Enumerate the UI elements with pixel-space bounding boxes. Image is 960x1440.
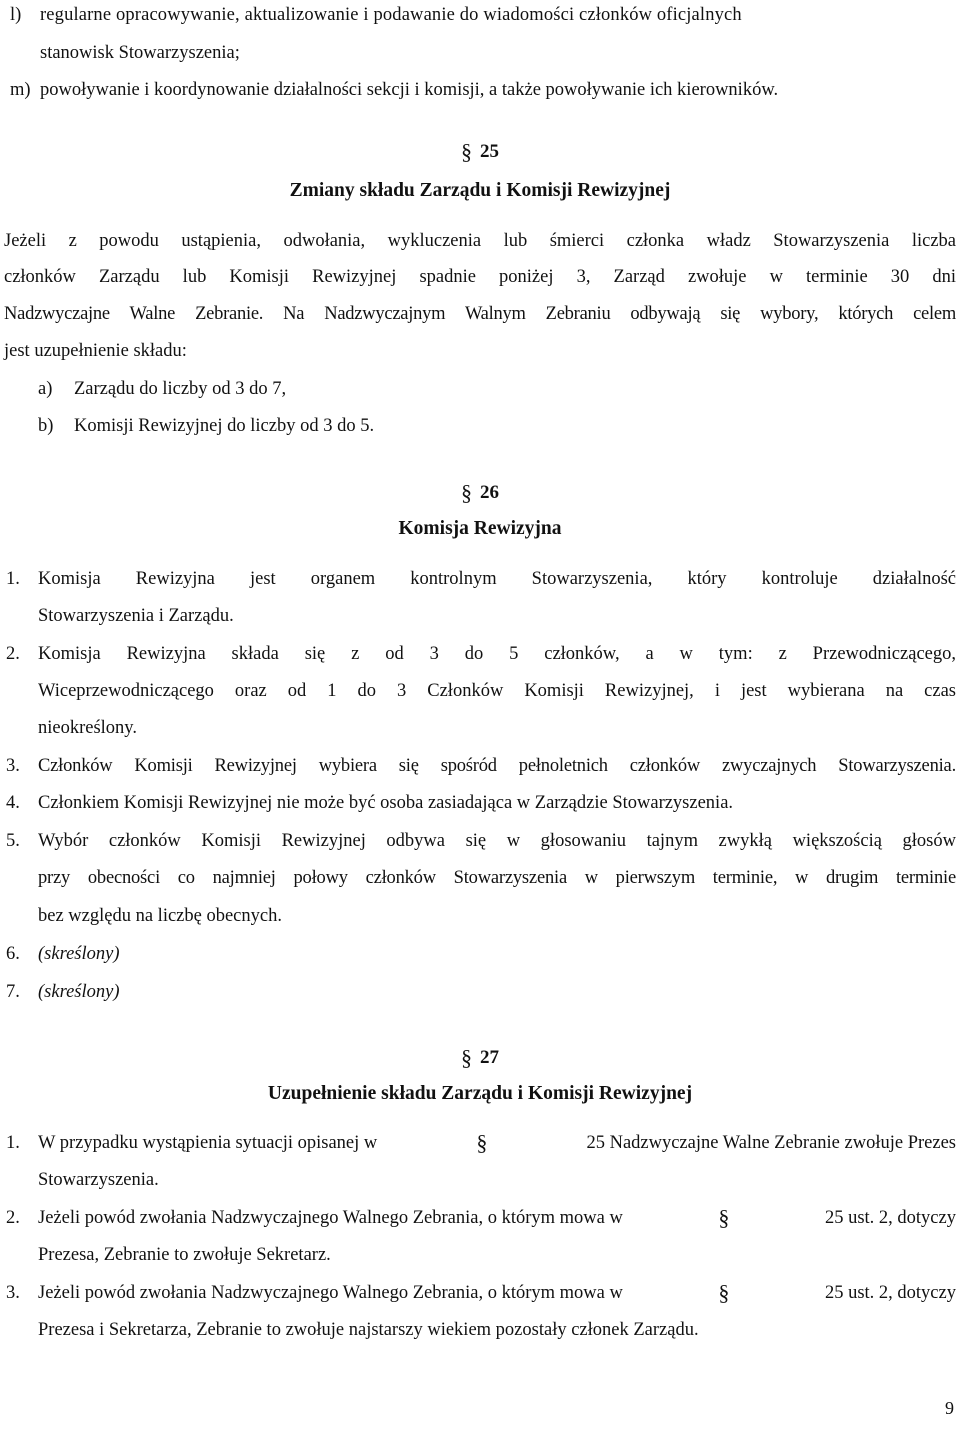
list-item-m-text: powoływanie i koordynowanie działalności sekcji i komisji, a także powoływanie ich kierowników. [40, 80, 779, 100]
sec26-item5-line1: Wybór członków Komisji Rewizyjnej odbywa się w głosowaniu tajnym zwykłą większością głosów [38, 831, 956, 851]
sec27-item1-marker: 1. [6, 1133, 20, 1153]
sec26-item1-line2: Stowarzyszenia i Zarządu. [38, 606, 234, 626]
sec26-item6-text: (skreślony) [38, 944, 120, 964]
sec25-paragraph-line4: jest uzupełnienie składu: [4, 341, 187, 361]
sec26-item7-marker: 7. [6, 982, 20, 1002]
section-25-number [0, 137, 960, 163]
sec27-item2-marker: 2. [6, 1208, 20, 1228]
sec26-item1-line1: Komisja Rewizyjna jest organem kontrolnym Stowarzyszenia, który kontroluje działalność [38, 569, 956, 589]
sec27-item2-line1 [38, 1206, 956, 1230]
sec26-item1-marker: 1. [6, 569, 20, 589]
sec27-item1-line1 [38, 1131, 956, 1155]
sec26-item5-marker: 5. [6, 831, 20, 851]
sec27-item1-line2: Stowarzyszenia. [38, 1170, 159, 1190]
sec26-item5-line2: przy obecności co najmniej połowy członków Stowarzyszenia w pierwszym terminie, w drugim terminie [38, 868, 956, 888]
section-26-number [0, 478, 960, 504]
sec26-item2-line2: Wiceprzewodniczącego oraz od 1 do 3 Członków Komisji Rewizyjnej, i jest wybierana na czas [38, 681, 956, 701]
sec27-item2-line2: Prezesa, Zebranie to zwołuje Sekretarz. [38, 1245, 331, 1265]
sec27-item2-text-a: Jeżeli powód zwołania Nadzwyczajnego Walnego Zebrania, o którym mowa w [38, 1208, 623, 1228]
sec26-item5-line3: bez względu na liczbę obecnych. [38, 906, 282, 926]
list-item-l-line2: stanowisk Stowarzyszenia; [40, 43, 240, 63]
sec27-item3-line1 [38, 1281, 956, 1305]
sec26-item4-line1: Członkiem Komisji Rewizyjnej nie może być osoba zasiadająca w Zarządzie Stowarzyszenia. [38, 793, 734, 813]
sec27-item2-text-b: 25 ust. 2, dotyczy [824, 1208, 956, 1228]
paragraph-symbol: § [476, 1130, 488, 1155]
sec26-item2-line1: Komisja Rewizyjna składa się z od 3 do 5 członków, a w tym: z Przewodniczącego, [38, 644, 956, 664]
section-25-title: Zmiany składu Zarządu i Komisji Rewizyjnej [289, 180, 671, 201]
sec27-item1-text-b: 25 Nadzwyczajne Walne Zebranie zwołuje Prezes [586, 1133, 956, 1153]
section-number-text: 26 [480, 482, 499, 503]
sec25-list-marker-b: b) [38, 416, 54, 436]
sec25-list-marker-a: a) [38, 379, 53, 399]
section-27-number [0, 1043, 960, 1069]
section-27-title: Uzupełnienie składu Zarządu i Komisji Rewizyjnej [267, 1083, 693, 1104]
section-26-title: Komisja Rewizyjna [398, 518, 562, 539]
paragraph-symbol: § [461, 480, 472, 505]
paragraph-symbol: § [718, 1205, 730, 1230]
sec27-item1-text-a: W przypadku wystąpienia sytuacji opisanej w [38, 1133, 378, 1153]
paragraph-symbol: § [461, 139, 472, 164]
sec26-item3-line1: Członków Komisji Rewizyjnej wybiera się spośród pełnoletnich członków zwyczajnych Stowarzyszenia. [38, 756, 956, 776]
list-item-l-text: regularne opracowywanie, aktualizowanie i podawanie do wiadomości członków oficjalnych [40, 5, 742, 25]
sec26-item6-marker: 6. [6, 944, 20, 964]
sec27-item3-text-a: Jeżeli powód zwołania Nadzwyczajnego Walnego Zebrania, o którym mowa w [38, 1283, 623, 1303]
sec25-list-item-a: Zarządu do liczby od 3 do 7, [74, 379, 287, 399]
sec26-item2-line3: nieokreślony. [38, 718, 137, 738]
sec25-paragraph-line3: Nadzwyczajne Walne Zebranie. Na Nadzwyczajnym Walnym Zebraniu odbywają się wybory, których celem [4, 304, 956, 324]
sec26-item2-marker: 2. [6, 644, 20, 664]
sec26-item7-text: (skreślony) [38, 982, 120, 1002]
section-number-text: 27 [480, 1047, 499, 1068]
sec25-list-item-b: Komisji Rewizyjnej do liczby od 3 do 5. [74, 416, 375, 436]
paragraph-symbol: § [461, 1045, 472, 1070]
sec26-item4-marker: 4. [6, 793, 20, 813]
sec26-item3-marker: 3. [6, 756, 20, 776]
list-marker-l: l) [10, 5, 22, 25]
list-marker-m: m) [10, 80, 31, 100]
page-number: 9 [945, 1398, 954, 1418]
section-number-text: 25 [480, 141, 499, 162]
sec25-paragraph-line1: Jeżeli z powodu ustąpienia, odwołania, wykluczenia lub śmierci członka władz Stowarzyszenia liczba [4, 231, 956, 251]
sec27-item3-marker: 3. [6, 1283, 20, 1303]
paragraph-symbol: § [718, 1280, 730, 1305]
sec25-paragraph-line2: członków Zarządu lub Komisji Rewizyjnej spadnie poniżej 3, Zarząd zwołuje w terminie 30 dni [4, 267, 956, 287]
sec27-item3-text-b: 25 ust. 2, dotyczy [824, 1283, 956, 1303]
list-item-l-line1 [40, 3, 956, 27]
sec27-item3-line2: Prezesa i Sekretarza, Zebranie to zwołuje najstarszy wiekiem pozostały członek Zarządu. [38, 1320, 699, 1340]
